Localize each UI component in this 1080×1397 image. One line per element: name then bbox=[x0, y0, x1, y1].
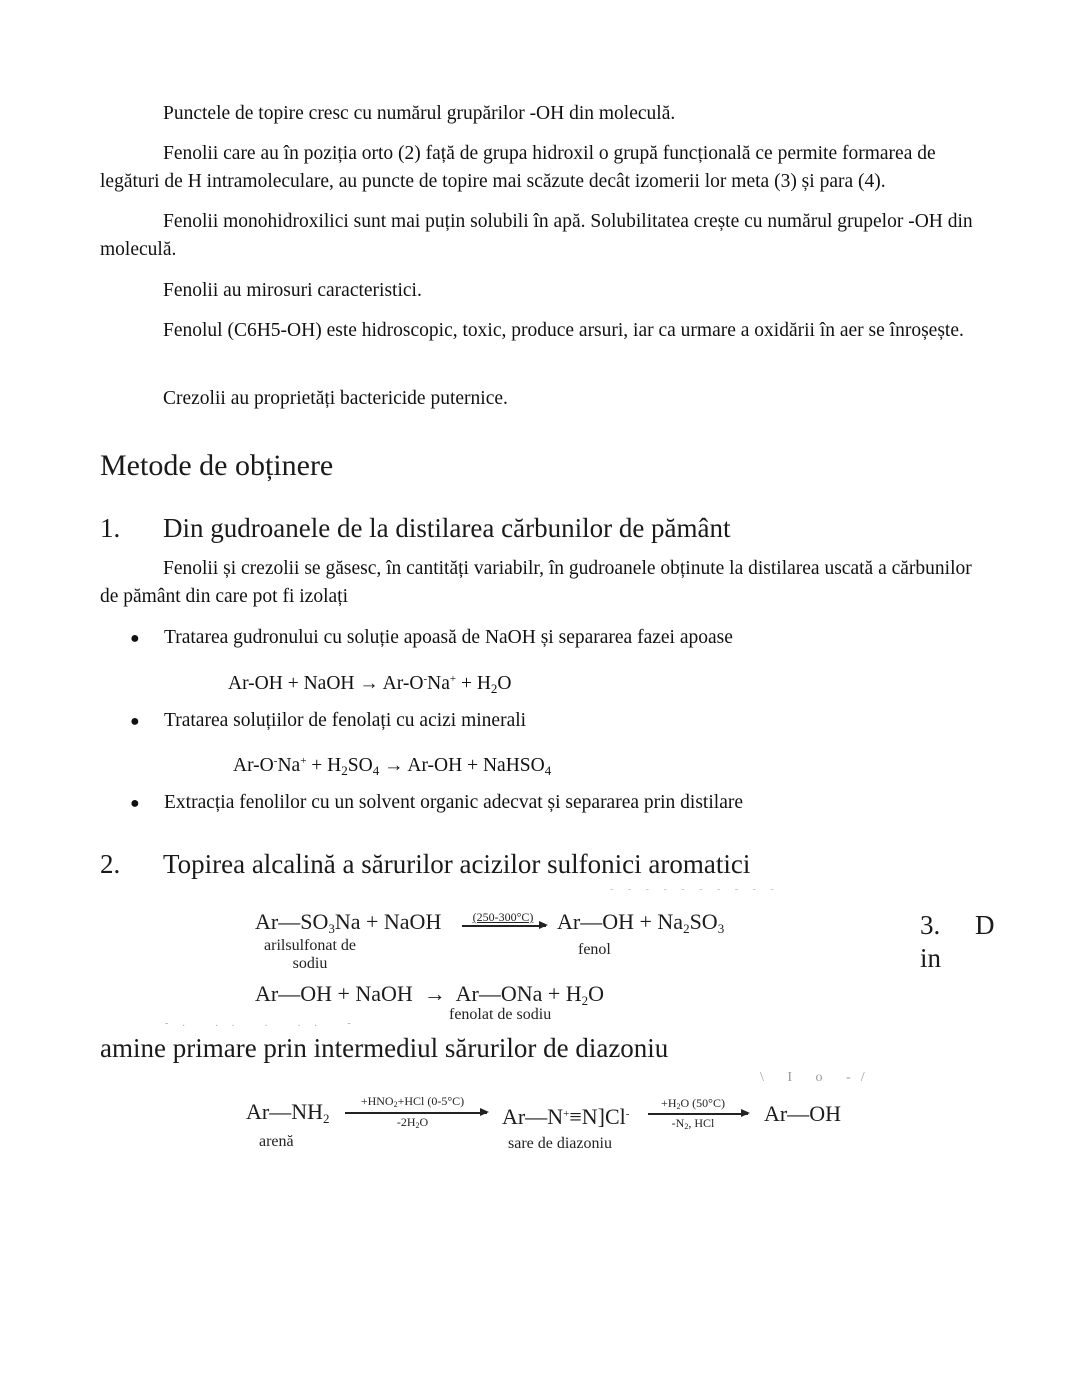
paragraph-cresols: Crezolii au proprietăți bactericide puternice. bbox=[163, 388, 508, 409]
reaction-phenolate bbox=[255, 981, 604, 1014]
method2-title: Topirea alcalină a sărurilor acizilor sulfonici aromatici bbox=[163, 849, 751, 879]
rx-sub: 2 bbox=[683, 921, 690, 936]
method1-title: Din gudroanele de la distilarea cărbunilor de pământ bbox=[163, 513, 731, 543]
eq-part: Na bbox=[277, 755, 301, 776]
reaction-phenol-product: Ar—OH bbox=[764, 1101, 841, 1126]
reaction-arrow-icon bbox=[345, 1112, 487, 1114]
label-line: sodiu bbox=[292, 955, 328, 972]
bullet-text: Tratarea soluțiilor de fenolați cu acizi minerali bbox=[164, 710, 527, 731]
reaction-arrow-icon bbox=[462, 925, 546, 927]
eq-part: O bbox=[497, 673, 512, 694]
reaction-condition-temperature: (250-300°C) bbox=[472, 910, 534, 924]
bullet-icon: ● bbox=[130, 713, 140, 730]
reaction-sulfonate-products bbox=[557, 909, 724, 942]
reaction-diazonium-salt bbox=[502, 1101, 629, 1130]
cond-sub: 2 bbox=[684, 1122, 689, 1131]
rx-part: Ar—N bbox=[502, 1104, 564, 1129]
cond-part: -N bbox=[671, 1116, 685, 1130]
cond-part: O (50°C) bbox=[680, 1096, 725, 1110]
bullet-item bbox=[130, 624, 733, 653]
equation-neutralization bbox=[228, 665, 512, 703]
rx-sub: 2 bbox=[323, 1111, 330, 1126]
bullet-text: Tratarea gudronului cu soluție apoasă de NaOH și separarea fazei apoase bbox=[164, 627, 733, 648]
cond-part: O bbox=[419, 1115, 429, 1129]
rx-sub: 3 bbox=[717, 921, 725, 936]
method2-heading bbox=[100, 848, 750, 880]
method3-title-fragment: D bbox=[975, 910, 995, 940]
rx-part: Ar—NH bbox=[246, 1099, 323, 1124]
rx-part: Ar—OH + Na bbox=[557, 909, 684, 934]
label-line: arilsulfonat de bbox=[264, 937, 356, 954]
label-fenolat: fenolat de sodiu bbox=[449, 1006, 552, 1023]
eq-part: + H bbox=[306, 755, 342, 776]
cond-part: -2H bbox=[396, 1115, 416, 1129]
cond-sub: 2 bbox=[393, 1100, 398, 1109]
method1-intro: Fenolii și crezolii se găsesc, în cantități variabilr, în gudroanele obținute la distilarea uscată a cărbunilor de pământ din care pot fi izolați bbox=[100, 558, 972, 607]
paragraph-ortho-isomers: Fenolii care au în poziția orto (2) față de grupa hidroxil o grupă funcțională ce permite formarea de legături de H intramoleculare, au puncte de topire mai scăzute decât izomerii lor meta (3) și para (4). bbox=[100, 143, 936, 192]
paragraph-solubility: Fenolii monohidroxilici sunt mai puțin solubili în apă. Solubilitatea crește cu numărul grupelor -OH din moleculă. bbox=[100, 211, 973, 260]
rx-part: Na + NaOH bbox=[334, 909, 442, 934]
eq-part: + H bbox=[456, 673, 491, 694]
bullet-item bbox=[130, 789, 743, 818]
label-diazonium: sare de diazoniu bbox=[508, 1135, 612, 1152]
method3-title-fragment: in bbox=[920, 943, 942, 973]
rx-sub: 2 bbox=[581, 993, 589, 1008]
label-arilsulfonat bbox=[255, 937, 365, 973]
rx-part: ≡N]Cl bbox=[569, 1104, 626, 1129]
bullet-text: Extracția fenolilor cu un solvent organic adecvat și separarea prin distilare bbox=[164, 792, 743, 813]
reaction-condition-hydrolysis bbox=[648, 1097, 738, 1113]
method1-heading bbox=[100, 512, 731, 544]
rx-sup: - bbox=[625, 1108, 630, 1120]
paragraph-phenol-properties: Fenolul (C6H5-OH) este hidroscopic, toxic, produce arsuri, iar ca urmare a oxidării în aer se înroșește. bbox=[163, 320, 964, 341]
equation-acidification bbox=[233, 747, 551, 785]
eq-part: Na bbox=[427, 673, 450, 694]
cond-part: , HCl bbox=[688, 1116, 715, 1130]
paragraph-melting-points: Punctele de topire cresc cu numărul grupărilor -OH din moleculă. bbox=[163, 103, 676, 124]
reaction-condition-water-loss bbox=[345, 1116, 480, 1132]
eq-sup: - bbox=[423, 673, 428, 685]
cond-sub: 2 bbox=[676, 1102, 681, 1111]
paragraph-odor: Fenolii au mirosuri caracteristici. bbox=[163, 280, 422, 301]
method1-number: 1. bbox=[100, 513, 121, 543]
reaction-condition-byproducts bbox=[648, 1117, 738, 1133]
eq-sub: 4 bbox=[372, 763, 380, 778]
section-title: Metode de obținere bbox=[100, 449, 334, 482]
bullet-icon: ● bbox=[130, 795, 140, 812]
bullet-item bbox=[130, 707, 526, 736]
method3-title-continuation: amine primare prin intermediul sărurilor de diazoniu bbox=[100, 1033, 669, 1063]
label-fenol: fenol bbox=[578, 941, 611, 958]
reaction-arrow-icon bbox=[648, 1113, 748, 1115]
eq-sup: + bbox=[300, 755, 307, 767]
reaction-condition-diazotization bbox=[345, 1095, 480, 1111]
scan-artifact: - - - - - - - - - - bbox=[610, 884, 780, 895]
rx-sup: + bbox=[563, 1108, 570, 1120]
reaction-amine bbox=[246, 1099, 330, 1132]
rx-part: Ar—OH + NaOH → Ar—ONa + H bbox=[255, 981, 582, 1006]
cond-part: +HNO bbox=[360, 1094, 394, 1108]
eq-sub: 2 bbox=[341, 763, 348, 778]
eq-part: Ar-OH + NaOH → Ar-O bbox=[228, 673, 424, 694]
method2-number: 2. bbox=[100, 849, 121, 879]
cond-sub: 2 bbox=[415, 1121, 420, 1130]
eq-sup: + bbox=[449, 673, 457, 685]
method3-number: 3. bbox=[920, 910, 941, 940]
scan-artifact: -. .. . .. - bbox=[165, 1018, 365, 1029]
eq-part: Ar-O bbox=[233, 755, 274, 776]
bullet-icon: ● bbox=[130, 630, 140, 647]
eq-part: → Ar-OH + NaHSO bbox=[379, 755, 545, 776]
eq-part: SO bbox=[347, 755, 373, 776]
eq-sub: 2 bbox=[490, 681, 498, 696]
cond-part: +HCl (0-5°C) bbox=[397, 1094, 465, 1108]
cond-part: +H bbox=[661, 1096, 677, 1110]
rx-part: Ar—SO bbox=[255, 909, 329, 934]
scan-artifact: \ I o -/ bbox=[760, 1070, 875, 1085]
rx-part: O bbox=[588, 981, 605, 1006]
rx-part: SO bbox=[689, 909, 718, 934]
label-arena: arenă bbox=[259, 1133, 294, 1150]
eq-sup: - bbox=[273, 755, 278, 767]
rx-sub: 3 bbox=[328, 921, 335, 936]
eq-sub: 4 bbox=[544, 763, 552, 778]
